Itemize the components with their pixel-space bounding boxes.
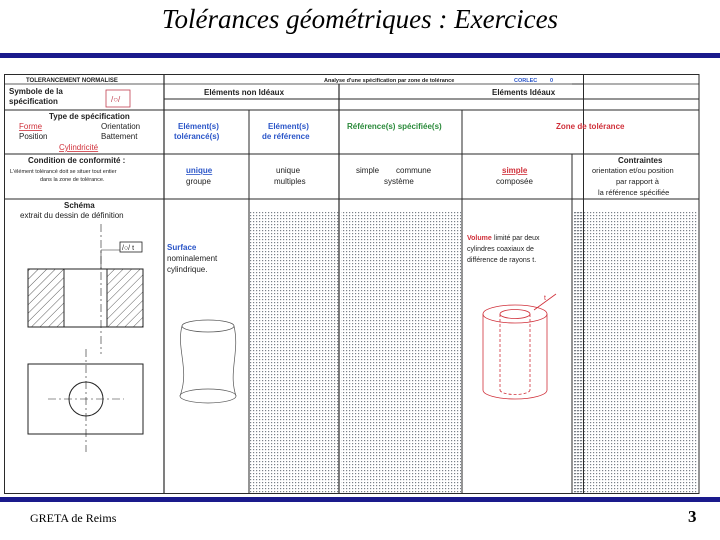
constraints-column	[572, 74, 700, 494]
surface-label: Surface	[167, 243, 197, 252]
top-rule	[0, 53, 720, 58]
dotted-area-constraints-col	[574, 212, 697, 494]
commune-label: commune	[396, 166, 432, 175]
volume-line-2: cylindres coaxiaux de	[467, 246, 534, 253]
volume-line-1: limité par deux	[494, 235, 540, 242]
zone-tol-header: Zone de tolérance	[556, 122, 625, 131]
composee-label: composée	[496, 177, 533, 186]
symbol-label-2: spécification	[9, 97, 58, 106]
footer-text: GRETA de Reims	[30, 511, 117, 525]
tol-marker: t	[544, 295, 546, 302]
contraintes-line-1: orientation et/ou position	[592, 166, 674, 175]
symbol-value: /○/	[111, 95, 121, 104]
conformite-text-2: dans la zone de tolérance.	[40, 177, 105, 183]
header-right: Analyse d'une spécification par zone de tolérance	[324, 78, 455, 84]
non-ideal-header: Eléments non Idéaux	[204, 88, 285, 97]
type-spec-label: Type de spécification	[49, 112, 130, 121]
symbol-label-1: Symbole de la	[9, 87, 63, 96]
header-left: TOLERANCEMENT NORMALISE	[26, 78, 118, 84]
dotted-area-col2	[249, 212, 339, 494]
header-tag: CORLEC	[514, 78, 538, 84]
surface-line-2: cylindrique.	[167, 265, 208, 274]
tolerance-zone-cylinders	[483, 294, 556, 399]
frame-label: /○/ t	[122, 245, 135, 252]
slide-title: Tolérances géométriques : Exercices	[161, 4, 559, 34]
orientation-label: Orientation	[101, 122, 141, 131]
position-label: Position	[19, 132, 48, 141]
contraintes-label: Contraintes	[618, 156, 663, 165]
multiples-label: multiples	[274, 177, 306, 186]
battement-label: Battement	[101, 132, 138, 141]
bottom-rule	[0, 497, 720, 502]
cylindricite-label: Cylindricité	[59, 143, 99, 152]
specification-sheet	[4, 74, 625, 494]
elem-ref-1: Elément(s)	[268, 122, 309, 131]
unique-label: unique	[186, 166, 213, 175]
ideal-header: Eléments Idéaux	[492, 88, 556, 97]
schema-label: Schéma	[64, 201, 95, 210]
simple-label: simple	[356, 166, 380, 175]
conformite-text-1: L'élément tolérancé doit se situer tout entier	[10, 169, 117, 175]
volume-label: Volume	[467, 235, 492, 242]
dotted-area-col3	[341, 212, 461, 494]
page-number: 3	[688, 507, 697, 526]
elem-tol-2: tolérancé(s)	[174, 132, 220, 141]
contraintes-line-2: par rapport à	[616, 177, 659, 186]
surface-line-1: nominalement	[167, 254, 218, 263]
unique-ref-label: unique	[276, 166, 301, 175]
forme-label: Forme	[19, 122, 43, 131]
elem-tol-1: Elément(s)	[178, 122, 219, 131]
simple-zone-label: simple	[502, 166, 528, 175]
conformite-label: Condition de conformité :	[28, 156, 126, 165]
top-view-drawing	[28, 349, 143, 452]
front-view-drawing	[28, 224, 143, 354]
systeme-label: système	[384, 177, 414, 186]
header-num: 0	[550, 78, 554, 84]
contraintes-line-3: la référence spécifiée	[598, 188, 670, 197]
schema-sub: extrait du dessin de définition	[20, 211, 124, 220]
groupe-label: groupe	[186, 177, 211, 186]
volume-line-3: différence de rayons t.	[467, 257, 537, 264]
ref-spec-header: Référence(s) spécifiée(s)	[347, 122, 442, 131]
nonideal-cylinder-sketch	[180, 320, 236, 403]
elem-ref-2: de référence	[262, 132, 310, 141]
